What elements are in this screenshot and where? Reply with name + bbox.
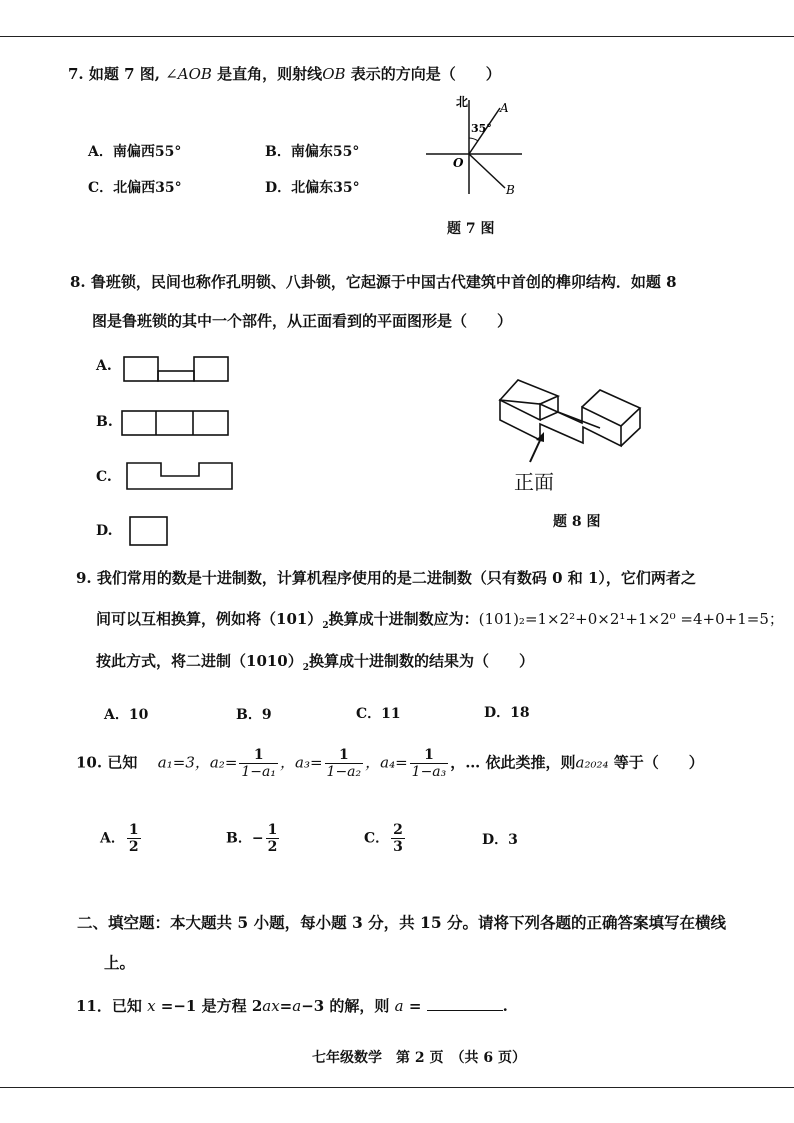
q8-front-arrow [522,430,552,466]
q9-option-b[interactable]: B．9 [236,707,272,723]
section2-heading-line2: 上。 [104,953,136,972]
q8-front-label: 正面 [514,470,554,494]
q7-option-b[interactable]: B．南偏东55° [265,144,360,160]
q8-option-a-shape[interactable] [122,354,230,384]
q8-option-d-shape[interactable] [127,514,171,548]
q8-option-b-label[interactable]: B. [96,414,113,430]
section2-heading-line1: 二、填空题：本大题共 5 小题，每小题 3 分，共 15 分。请将下列各题的正确答案填写在横线 [77,913,727,932]
q8-figure-lock-part [490,370,650,460]
fig7-a-label: A [500,101,509,115]
q8-stem-line2: 图是鲁班锁的其中一个部件，从正面看到的平面图形是（ ） [92,312,513,330]
q8-option-a-label[interactable]: A. [96,358,112,374]
q10-option-a[interactable]: A． $\frac{1}{2}$ [100,822,139,855]
q7-option-c[interactable]: C．北偏西35° [88,180,182,196]
q9-option-a[interactable]: A．10 [104,707,149,723]
q9-stem-line1: 9. 我们常用的数是十进制数，计算机程序使用的是二进制数（只有数码 0 和 1），它们两者之 [76,569,696,587]
q7-option-d[interactable]: D．北偏东35° [265,180,360,196]
q8-option-c-label[interactable]: C. [96,469,112,485]
q7-figure [420,92,530,202]
q8-option-c-shape[interactable] [124,460,236,492]
fig7-b-label: B [506,183,515,197]
q10-fraction-a4: $\frac{1}{\text{1−a₃}}$ [411,747,447,780]
q7-stem: 7. 如题 7 图, ∠AOB 是直角，则射线OB 表示的方向是（ ） [68,65,501,83]
q10-option-c[interactable]: C． $\frac{2}{3}$ [364,822,403,855]
q10-option-b[interactable]: B．− $\frac{1}{2}$ [226,822,278,855]
q7-option-a[interactable]: A．南偏西55° [88,144,182,160]
q8-option-d-label[interactable]: D. [96,523,113,539]
q11-answer-blank[interactable] [427,996,503,1011]
q8-option-b-shape[interactable] [120,408,232,438]
q9-stem-line3: 按此方式，将二进制$(1010)_2$换算成十进制数的结果为（ ） [96,652,535,673]
bottom-rule [0,1087,794,1088]
q10-fraction-a3: $\frac{1}{\text{1−a₂}}$ [326,747,362,780]
q10-stem: 10. 已知 a₁=3，a₂= $\frac{1}{\text{1−a₁}}$ ，a₃= $\frac{1}{\text{1−a₂}}$ ，a₄= $\frac{1}{\text{1−a₃}}$ ，… 依此类推，则a₂₀₂₄ 等于（ ） [76,747,704,780]
q9-option-c[interactable]: C．11 [356,706,401,722]
fig7-north-label: 北 [456,95,469,109]
q11-stem: 11．已知 x =−1 是方程 2ax=a−3 的解，则 a = . [76,997,508,1015]
q9-stem-line2: 间可以互相换算，例如将$(101)_2$换算成十进制数应为：(101)₂=1×2²+0×2¹+1×2⁰ =4+0+1=5； [96,610,784,631]
page-footer: 七年级数学 第 2 页 （共 6 页） [312,1050,526,1066]
top-rule [0,36,794,37]
fig7-angle-label: 35° [471,122,492,135]
q8-caption: 题 8 图 [553,514,601,530]
q7-caption: 题 7 图 [447,221,495,237]
q10-option-d[interactable]: D．3 [482,832,518,848]
q10-fraction-a2: $\frac{1}{\text{1−a₁}}$ [241,747,276,780]
fig7-o-label: O [453,156,464,170]
q8-stem-line1: 8. 鲁班锁，民间也称作孔明锁、八卦锁，它起源于中国古代建筑中首创的榫卯结构．如题 8 [70,273,677,291]
q9-option-d[interactable]: D．18 [484,705,530,721]
